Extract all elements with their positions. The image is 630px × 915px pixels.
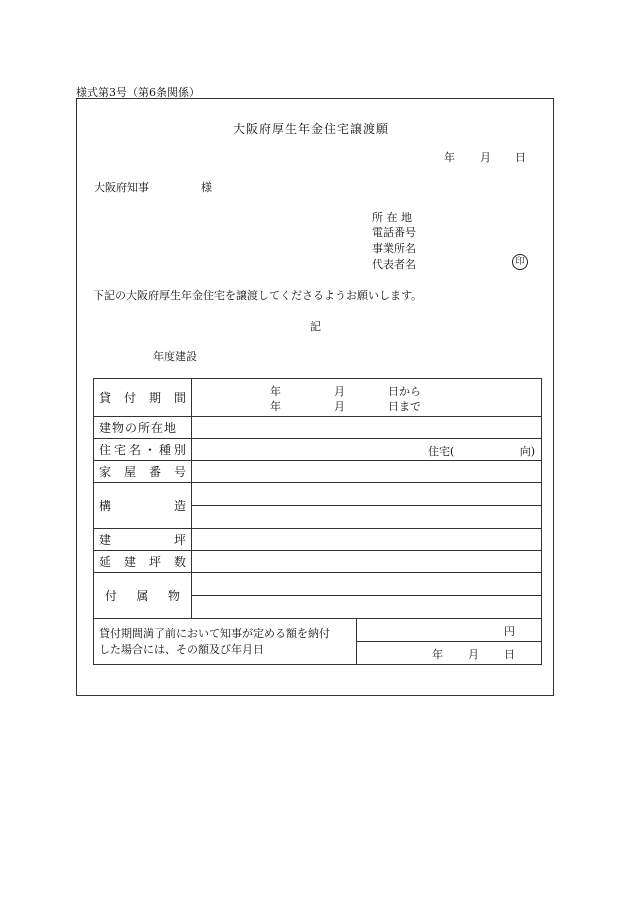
- building-location-value[interactable]: [192, 417, 542, 439]
- annex-value-1[interactable]: [192, 573, 542, 596]
- addressee-honorific: 様: [201, 181, 212, 194]
- total-floor-area-label: 延 建 坪 数: [99, 555, 186, 569]
- form-number: 様式第3号（第6条関係）: [76, 86, 200, 99]
- building-location-label: 建物の所在地: [99, 421, 178, 435]
- row-building-location: [94, 417, 542, 439]
- date-month: 月: [480, 151, 491, 164]
- addressee-name: 大阪府知事: [94, 181, 149, 194]
- payment-text-1: 貸付期間満了前において知事が定める額を納付: [99, 626, 330, 640]
- housing-type-label: 住 宅 名 ・ 種 別: [99, 443, 186, 457]
- form-title: 大阪府厚生年金住宅譲渡願: [233, 122, 390, 136]
- row-payment: [94, 619, 542, 642]
- housing-type-value[interactable]: 住宅( 向): [192, 439, 542, 461]
- date-year: 年: [444, 151, 455, 164]
- row-annex: [94, 573, 542, 596]
- loan-period-label: 貸 付 期 間: [99, 391, 186, 405]
- structure-value-1[interactable]: [192, 483, 542, 506]
- payment-amount[interactable]: 円: [357, 619, 542, 642]
- ki-heading: 記: [310, 320, 321, 333]
- total-floor-area-value[interactable]: [192, 551, 542, 573]
- row-structure: [94, 483, 542, 506]
- row-total-floor-area: [94, 551, 542, 573]
- office-label: 事業所名: [372, 242, 416, 255]
- payment-text-2: した場合には、その額及び年月日: [99, 642, 264, 656]
- building-area-value[interactable]: [192, 529, 542, 551]
- address-label: 所 在 地: [372, 211, 412, 224]
- row-building-area: [94, 529, 542, 551]
- date-day: 日: [515, 151, 526, 164]
- phone-label: 電話番号: [372, 226, 416, 239]
- annex-value-2[interactable]: [192, 596, 542, 619]
- request-text: 下記の大阪府厚生年金住宅を譲渡してくださるようお願いします。: [93, 289, 423, 302]
- rep-label: 代表者名: [372, 258, 416, 271]
- structure-value-2[interactable]: [192, 506, 542, 529]
- row-loan-period: [94, 379, 542, 417]
- row-housing-type: [94, 439, 542, 461]
- seal-mark: 印: [512, 254, 528, 270]
- property-table: [93, 378, 542, 665]
- payment-date[interactable]: 年 月 日: [357, 642, 542, 665]
- building-area-label: 建 坪: [99, 533, 186, 547]
- row-room-number: [94, 461, 542, 483]
- room-number-value[interactable]: [192, 461, 542, 483]
- built-year: 年度建設: [153, 350, 197, 363]
- structure-label: 構 造: [99, 499, 186, 513]
- loan-period-value[interactable]: 年 月 日から 年 月 日まで: [192, 379, 542, 417]
- annex-label: 付 属 物: [105, 589, 180, 603]
- room-number-label: 家 屋 番 号: [99, 465, 186, 479]
